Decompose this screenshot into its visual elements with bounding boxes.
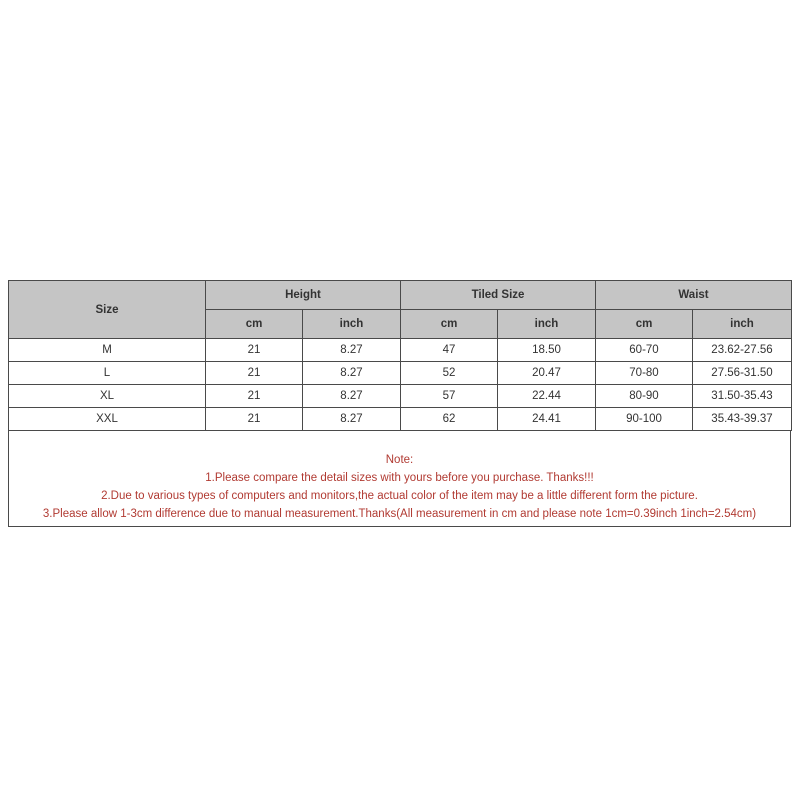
- cell-waist-inch: 35.43-39.37: [693, 408, 792, 431]
- cell-height-cm: 21: [206, 339, 303, 362]
- cell-height-inch: 8.27: [303, 385, 401, 408]
- cell-height-cm: 21: [206, 362, 303, 385]
- size-table: [8, 280, 792, 431]
- cell-waist-cm: 80-90: [596, 385, 693, 408]
- cell-waist-cm: 60-70: [596, 339, 693, 362]
- table-row: [9, 339, 792, 362]
- table-row: [9, 385, 792, 408]
- header-tiled-size: Tiled Size: [401, 281, 596, 310]
- cell-tiled-cm: 52: [401, 362, 498, 385]
- header-unit-inch: inch: [693, 310, 792, 339]
- cell-waist-inch: 31.50-35.43: [693, 385, 792, 408]
- header-unit-cm: cm: [401, 310, 498, 339]
- note-line-1: 1.Please compare the detail sizes with yours before you purchase. Thanks!!!: [205, 472, 594, 484]
- cell-tiled-inch: 24.41: [498, 408, 596, 431]
- cell-tiled-cm: 47: [401, 339, 498, 362]
- header-unit-inch: inch: [498, 310, 596, 339]
- size-chart: [8, 280, 791, 527]
- cell-waist-inch: 27.56-31.50: [693, 362, 792, 385]
- cell-tiled-inch: 22.44: [498, 385, 596, 408]
- note-line-3: 3.Please allow 1-3cm difference due to manual measurement.Thanks(All measurement in cm and please note 1cm=0.39inch 1inch=2.54cm): [42, 508, 757, 520]
- cell-height-inch: 8.27: [303, 408, 401, 431]
- note-line-2: 2.Due to various types of computers and monitors,the actual color of the item may be a little different form the picture.: [101, 490, 698, 502]
- cell-height-inch: 8.27: [303, 339, 401, 362]
- header-unit-cm: cm: [206, 310, 303, 339]
- header-size: Size: [9, 281, 206, 339]
- notes-panel: [8, 431, 791, 527]
- header-height: Height: [206, 281, 401, 310]
- cell-size: XXL: [9, 408, 206, 431]
- table-row: [9, 408, 792, 431]
- cell-tiled-inch: 20.47: [498, 362, 596, 385]
- cell-height-cm: 21: [206, 385, 303, 408]
- cell-size: M: [9, 339, 206, 362]
- cell-waist-cm: 70-80: [596, 362, 693, 385]
- cell-size: L: [9, 362, 206, 385]
- notes-title: Note:: [385, 454, 414, 466]
- cell-height-cm: 21: [206, 408, 303, 431]
- cell-size: XL: [9, 385, 206, 408]
- header-unit-cm: cm: [596, 310, 693, 339]
- cell-waist-cm: 90-100: [596, 408, 693, 431]
- cell-tiled-cm: 62: [401, 408, 498, 431]
- cell-tiled-inch: 18.50: [498, 339, 596, 362]
- cell-tiled-cm: 57: [401, 385, 498, 408]
- header-unit-inch: inch: [303, 310, 401, 339]
- cell-waist-inch: 23.62-27.56: [693, 339, 792, 362]
- table-row: [9, 362, 792, 385]
- header-row-groups: [9, 281, 792, 310]
- cell-height-inch: 8.27: [303, 362, 401, 385]
- header-waist: Waist: [596, 281, 792, 310]
